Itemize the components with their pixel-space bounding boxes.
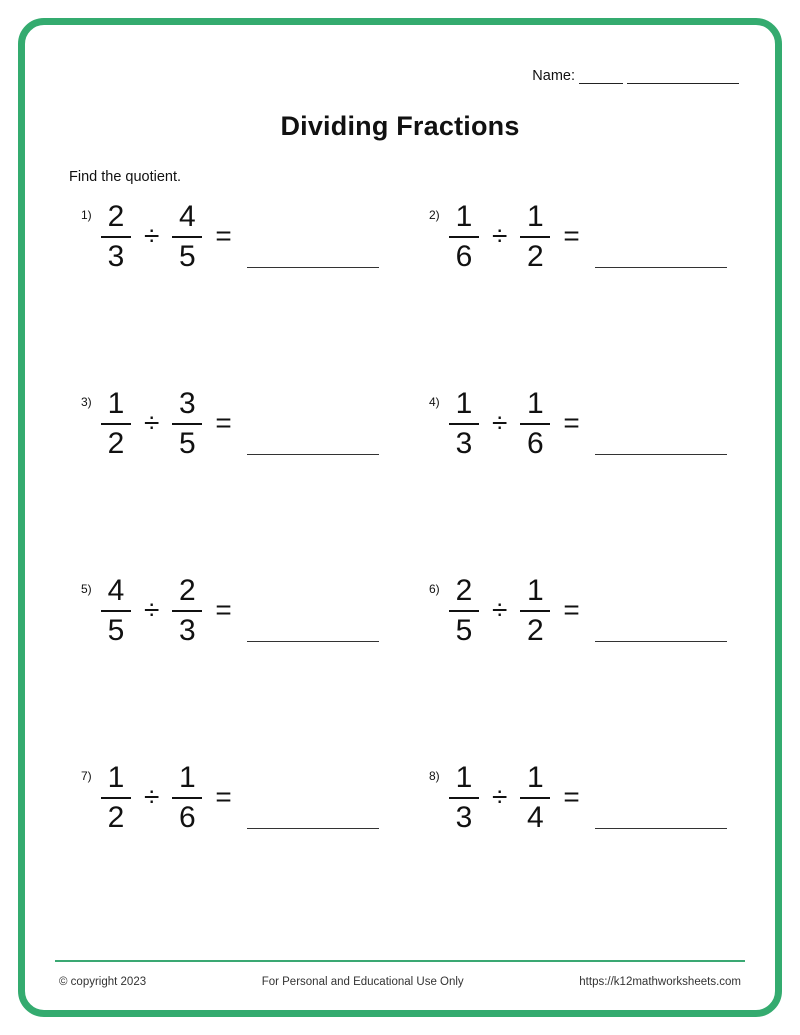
worksheet-sheet xyxy=(18,18,782,1017)
name-blank-short[interactable] xyxy=(579,70,623,84)
equals-sign: = xyxy=(215,594,232,626)
equals-sign: = xyxy=(563,220,580,252)
fraction-second xyxy=(520,202,550,272)
division-operator-icon: ÷ xyxy=(492,781,508,813)
fraction-bar xyxy=(449,423,479,425)
answer-blank[interactable] xyxy=(247,767,379,829)
page-title: Dividing Fractions xyxy=(280,111,520,141)
problem-item xyxy=(407,387,755,574)
numerator: 1 xyxy=(527,761,544,794)
fraction-first xyxy=(101,202,131,272)
fraction-second xyxy=(172,763,202,833)
fraction-first xyxy=(449,763,479,833)
denominator: 5 xyxy=(179,239,196,273)
fraction-bar xyxy=(449,610,479,612)
denominator: 3 xyxy=(455,800,473,834)
problem-item xyxy=(59,574,407,761)
fraction-bar xyxy=(449,236,479,238)
name-label: Name: xyxy=(532,68,575,84)
fraction-bar xyxy=(520,423,550,425)
division-operator-icon: ÷ xyxy=(144,781,160,813)
fraction-second xyxy=(520,576,550,646)
fraction-bar xyxy=(101,610,131,612)
numerator: 2 xyxy=(179,574,196,607)
footer-divider xyxy=(55,960,745,962)
fraction-bar xyxy=(172,423,202,425)
fraction-first xyxy=(101,389,131,459)
fraction-first xyxy=(449,576,479,646)
problem-number: 3) xyxy=(81,395,92,409)
numerator: 1 xyxy=(527,574,544,607)
fraction-second xyxy=(520,389,550,459)
denominator: 6 xyxy=(455,239,473,273)
denominator: 2 xyxy=(107,800,125,834)
footer-url[interactable]: https://k12mathworksheets.com xyxy=(579,976,741,988)
answer-blank[interactable] xyxy=(247,393,379,455)
answer-blank[interactable] xyxy=(247,206,379,268)
fraction-bar xyxy=(449,797,479,799)
problem-number: 7) xyxy=(81,769,92,783)
numerator: 1 xyxy=(527,200,544,233)
fraction-second xyxy=(172,389,202,459)
fraction-bar xyxy=(172,610,202,612)
problem-item xyxy=(59,200,407,387)
footer-usage-note: For Personal and Educational Use Only xyxy=(261,976,464,988)
fraction-bar xyxy=(101,236,131,238)
fraction-second xyxy=(172,576,202,646)
numerator: 4 xyxy=(179,200,196,233)
fraction-bar xyxy=(520,797,550,799)
problem-item xyxy=(407,574,755,761)
numerator: 1 xyxy=(107,387,125,420)
denominator: 6 xyxy=(179,800,196,834)
numerator: 1 xyxy=(455,761,473,794)
problem-number: 2) xyxy=(429,208,440,222)
denominator: 2 xyxy=(527,613,544,647)
numerator: 2 xyxy=(107,200,125,233)
problem-item xyxy=(407,761,755,948)
numerator: 2 xyxy=(455,574,473,607)
division-operator-icon: ÷ xyxy=(492,220,508,252)
denominator: 5 xyxy=(107,613,125,647)
footer xyxy=(59,976,741,988)
problem-number: 6) xyxy=(429,582,440,596)
fraction-first xyxy=(449,202,479,272)
answer-blank[interactable] xyxy=(595,767,727,829)
numerator: 1 xyxy=(455,200,473,233)
name-field-row xyxy=(532,69,739,84)
name-blank-long[interactable] xyxy=(627,70,739,84)
problem-expression xyxy=(101,202,379,272)
footer-copyright: © copyright 2023 xyxy=(59,976,147,988)
problem-expression xyxy=(449,576,727,646)
problem-expression xyxy=(101,576,379,646)
fraction-first xyxy=(449,389,479,459)
problem-number: 4) xyxy=(429,395,440,409)
fraction-bar xyxy=(172,797,202,799)
denominator: 4 xyxy=(527,800,544,834)
denominator: 6 xyxy=(527,426,544,460)
problem-expression xyxy=(449,389,727,459)
denominator: 2 xyxy=(107,426,125,460)
equals-sign: = xyxy=(563,781,580,813)
answer-blank[interactable] xyxy=(595,393,727,455)
problem-expression xyxy=(449,202,727,272)
fraction-second xyxy=(520,763,550,833)
denominator: 3 xyxy=(179,613,196,647)
problem-item xyxy=(59,387,407,574)
fraction-first xyxy=(101,763,131,833)
equals-sign: = xyxy=(215,781,232,813)
numerator: 1 xyxy=(455,387,473,420)
problem-number: 8) xyxy=(429,769,440,783)
numerator: 1 xyxy=(107,761,125,794)
division-operator-icon: ÷ xyxy=(492,407,508,439)
fraction-bar xyxy=(520,610,550,612)
division-operator-icon: ÷ xyxy=(144,220,160,252)
division-operator-icon: ÷ xyxy=(144,407,160,439)
problem-item xyxy=(407,200,755,387)
problem-expression xyxy=(101,763,379,833)
numerator: 3 xyxy=(179,387,196,420)
problem-number: 5) xyxy=(81,582,92,596)
equals-sign: = xyxy=(215,220,232,252)
answer-blank[interactable] xyxy=(595,580,727,642)
fraction-bar xyxy=(101,797,131,799)
denominator: 2 xyxy=(527,239,544,273)
denominator: 5 xyxy=(179,426,196,460)
division-operator-icon: ÷ xyxy=(492,594,508,626)
numerator: 1 xyxy=(179,761,196,794)
problem-number: 1) xyxy=(81,208,92,222)
denominator: 3 xyxy=(455,426,473,460)
instruction-text: Find the quotient. xyxy=(69,169,182,185)
fraction-first xyxy=(101,576,131,646)
fraction-bar xyxy=(101,423,131,425)
problem-grid xyxy=(59,200,755,948)
problem-item xyxy=(59,761,407,948)
problem-expression xyxy=(449,763,727,833)
fraction-bar xyxy=(172,236,202,238)
denominator: 3 xyxy=(107,239,125,273)
denominator: 5 xyxy=(455,613,473,647)
fraction-bar xyxy=(520,236,550,238)
equals-sign: = xyxy=(563,407,580,439)
division-operator-icon: ÷ xyxy=(144,594,160,626)
numerator: 1 xyxy=(527,387,544,420)
equals-sign: = xyxy=(563,594,580,626)
problem-expression xyxy=(101,389,379,459)
answer-blank[interactable] xyxy=(247,580,379,642)
fraction-second xyxy=(172,202,202,272)
answer-blank[interactable] xyxy=(595,206,727,268)
numerator: 4 xyxy=(107,574,125,607)
equals-sign: = xyxy=(215,407,232,439)
